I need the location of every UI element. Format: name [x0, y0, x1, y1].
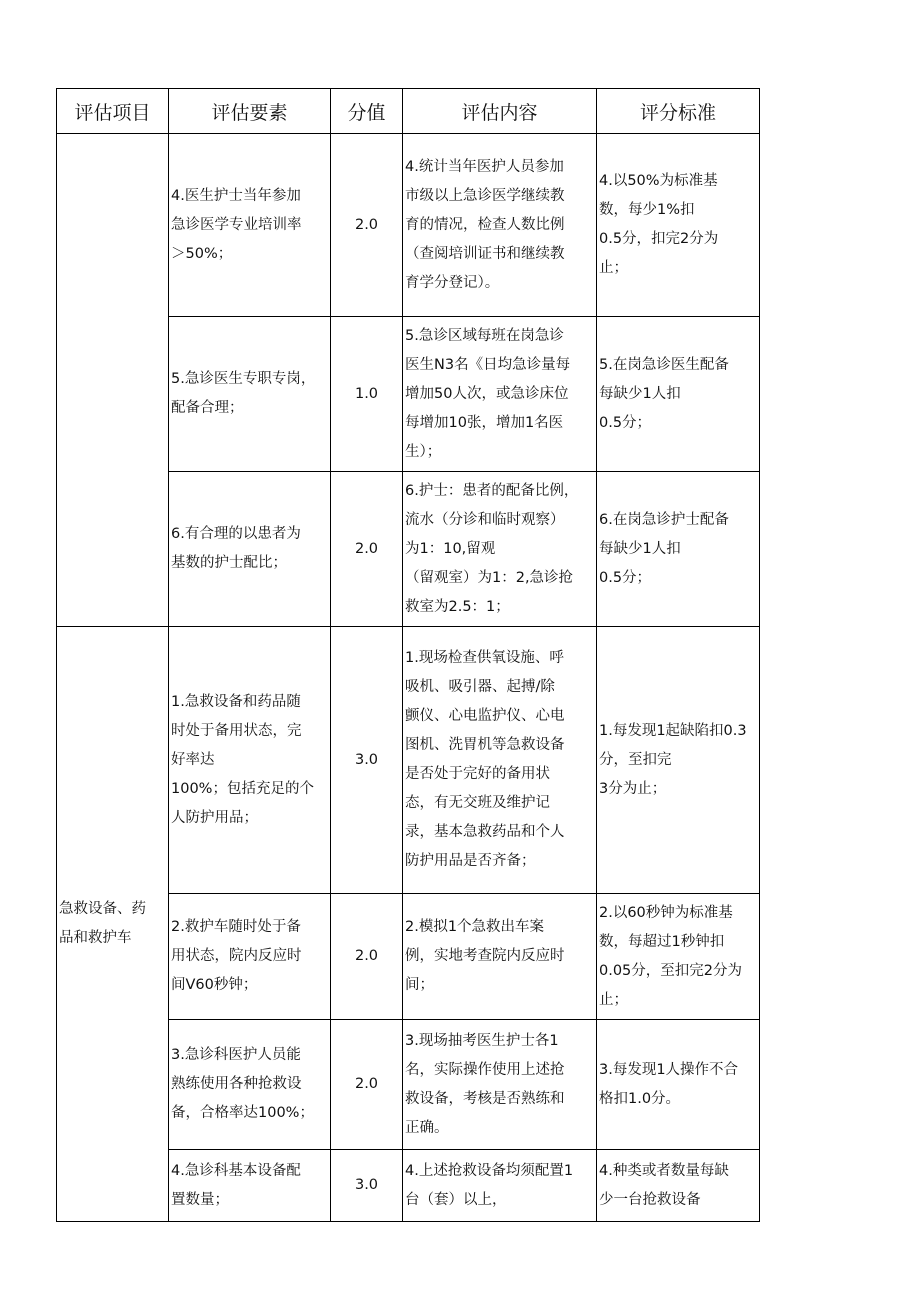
element-cell: 4.急诊科基本设备配 置数量；	[169, 1150, 331, 1222]
content-cell: 2.模拟1个急救出车案 例，实地考查院内反应时 间；	[403, 894, 597, 1020]
element-cell: 6.有合理的以患者为 基数的护士配比；	[169, 472, 331, 627]
header-score: 分值	[331, 89, 403, 134]
standard-cell: 5.在岗急诊医生配备 每缺少1人扣 0.5分；	[597, 317, 760, 472]
standard-cell: 2.以60秒钟为标准基 数，每超过1秒钟扣 0.05分，至扣完2分为 止；	[597, 894, 760, 1020]
standard-cell: 4.以50%为标准基 数，每少1%扣 0.5分，扣完2分为 止；	[597, 134, 760, 317]
content-cell: 4.统计当年医护人员参加 市级以上急诊医学继续教 育的情况，检查人数比例 （查阅培训证书和继续教 育学分登记）。	[403, 134, 597, 317]
score-cell: 2.0	[331, 472, 403, 627]
header-item: 评估项目	[57, 89, 169, 134]
content-cell: 4.上述抢救设备均须配置1 台（套）以上，	[403, 1150, 597, 1222]
standard-cell: 4.种类或者数量每缺 少一台抢救设备	[597, 1150, 760, 1222]
score-cell: 3.0	[331, 627, 403, 894]
score-cell: 2.0	[331, 134, 403, 317]
standard-cell: 1.每发现1起缺陷扣0.3 分，至扣完 3分为止；	[597, 627, 760, 894]
content-cell: 3.现场抽考医生护士各1 名，实际操作使用上述抢 救设备，考核是否熟练和 正确。	[403, 1020, 597, 1150]
score-cell: 3.0	[331, 1150, 403, 1222]
standard-cell: 6.在岗急诊护士配备 每缺少1人扣 0.5分；	[597, 472, 760, 627]
element-cell: 2.救护车随时处于备 用状态，院内反应时 间V60秒钟；	[169, 894, 331, 1020]
element-cell: 4.医生护士当年参加 急诊医学专业培训率 ＞50%；	[169, 134, 331, 317]
element-cell: 5.急诊医生专职专岗， 配备合理；	[169, 317, 331, 472]
table-row	[57, 134, 760, 317]
content-cell: 1.现场检查供氧设施、呼 吸机、吸引器、起搏/除 颤仪、心电监护仪、心电 图机、洗胃机等急救设备 是否处于完好的备用状 态，有无交班及维护记 录，基本急救药品和个人 防护用品是否齐备；	[403, 627, 597, 894]
table-row	[57, 627, 760, 894]
header-content: 评估内容	[403, 89, 597, 134]
header-element: 评估要素	[169, 89, 331, 134]
evaluation-table	[56, 88, 760, 1222]
element-cell: 1.急救设备和药品随 时处于备用状态，完 好率达 100%；包括充足的个 人防护用品；	[169, 627, 331, 894]
standard-cell: 3.每发现1人操作不合 格扣1.0分。	[597, 1020, 760, 1150]
category-cell: 急救设备、药 品和救护车	[57, 627, 169, 1222]
element-cell: 3.急诊科医护人员能 熟练使用各种抢救设 备，合格率达100%；	[169, 1020, 331, 1150]
header-row	[57, 89, 760, 134]
score-cell: 1.0	[331, 317, 403, 472]
content-cell: 6.护士：患者的配备比例， 流水（分诊和临时观察） 为1：10,留观 （留观室）为1：2,急诊抢 救室为2.5：1；	[403, 472, 597, 627]
category-cell	[57, 134, 169, 627]
content-cell: 5.急诊区域每班在岗急诊 医生N3名《日均急诊量每 增加50人次，或急诊床位 每增加10张，增加1名医 生）；	[403, 317, 597, 472]
score-cell: 2.0	[331, 894, 403, 1020]
header-standard: 评分标准	[597, 89, 760, 134]
score-cell: 2.0	[331, 1020, 403, 1150]
